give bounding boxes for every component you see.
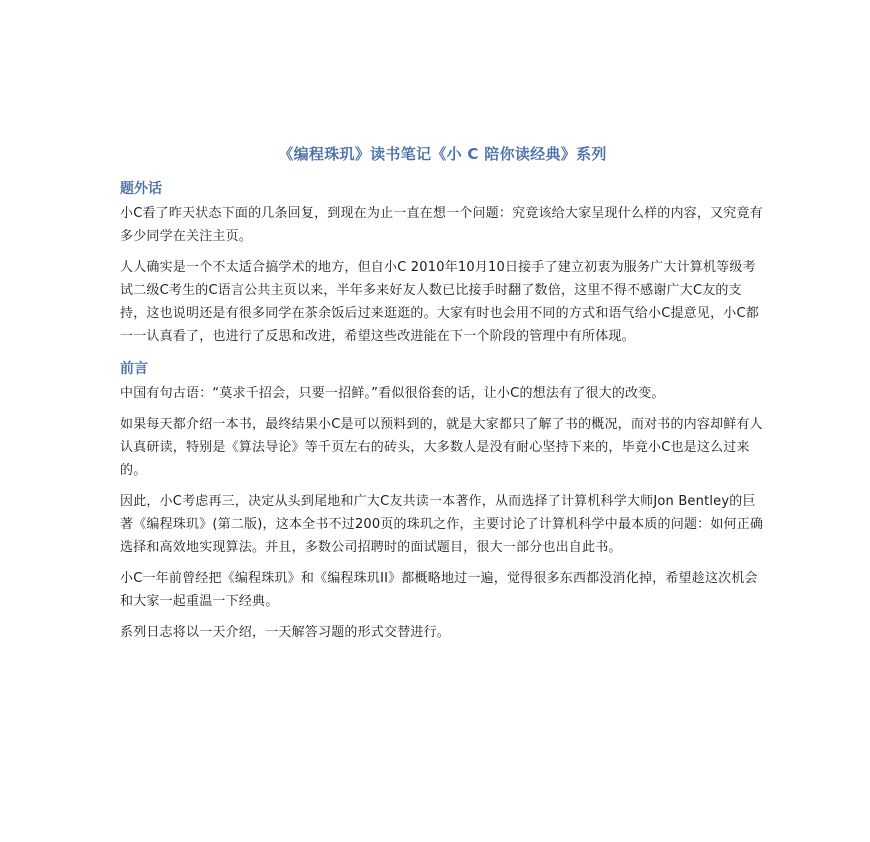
paragraph: 因此，小C考虑再三，决定从头到尾地和广大C友共读一本著作，从而选择了计算机科学大师Jon Bentley的巨著《编程珠玑》(第二版)，这本全书不过200页的珠玑之作，主要讨论了计算机科学中最本质的问题：如何正确选择和高效地实现算法。并且，多数公司招聘时的面试题目，很大一部分也出自此书。 bbox=[120, 494, 764, 555]
section-heading: 题外话 bbox=[120, 181, 162, 197]
paragraph: 小C看了昨天状态下面的几条回复，到现在为止一直在想一个问题：究竟该给大家呈现什么样的内容，又究竟有多少同学在关注主页。 bbox=[120, 206, 763, 244]
document-page bbox=[120, 140, 765, 652]
section-offtopic bbox=[120, 178, 765, 348]
paragraph: 中国有句古语：“莫求千招会，只要一招鲜。”看似很俗套的话，让小C的想法有了很大的改变。 bbox=[120, 386, 665, 401]
paragraph: 系列日志将以一天介绍，一天解答习题的形式交替进行。 bbox=[120, 625, 451, 640]
paragraph: 如果每天都介绍一本书，最终结果小C是可以预料到的，就是大家都只了解了书的概况，而对书的内容却鲜有人认真研读，特别是《算法导论》等千页左右的砖头，大多数人是没有耐心坚持下来的，毕竟小C也是这么过来的。 bbox=[120, 417, 763, 478]
document-title: 《编程珠玑》读书笔记《小 C 陪你读经典》系列 bbox=[278, 145, 607, 163]
section-preface bbox=[120, 358, 765, 644]
paragraph: 小C一年前曾经把《编程珠玑》和《编程珠玑II》都概略地过一遍，觉得很多东西都没消化掉，希望趁这次机会和大家一起重温一下经典。 bbox=[120, 571, 758, 609]
paragraph: 人人确实是一个不太适合搞学术的地方，但自小C 2010年10月10日接手了建立初衷为服务广大计算机等级考试二级C考生的C语言公共主页以来，半年多来好友人数已比接手时翻了数倍，这里不得不感谢广大C友的支持，这也说明还是有很多同学在茶余饭后过来逛逛的。大家有时也会用不同的方式和语气给小C提意见，小C都一一认真看了，也进行了反思和改进，希望这些改进能在下一个阶段的管理中有所体现。 bbox=[120, 260, 759, 344]
section-heading: 前言 bbox=[120, 361, 148, 377]
